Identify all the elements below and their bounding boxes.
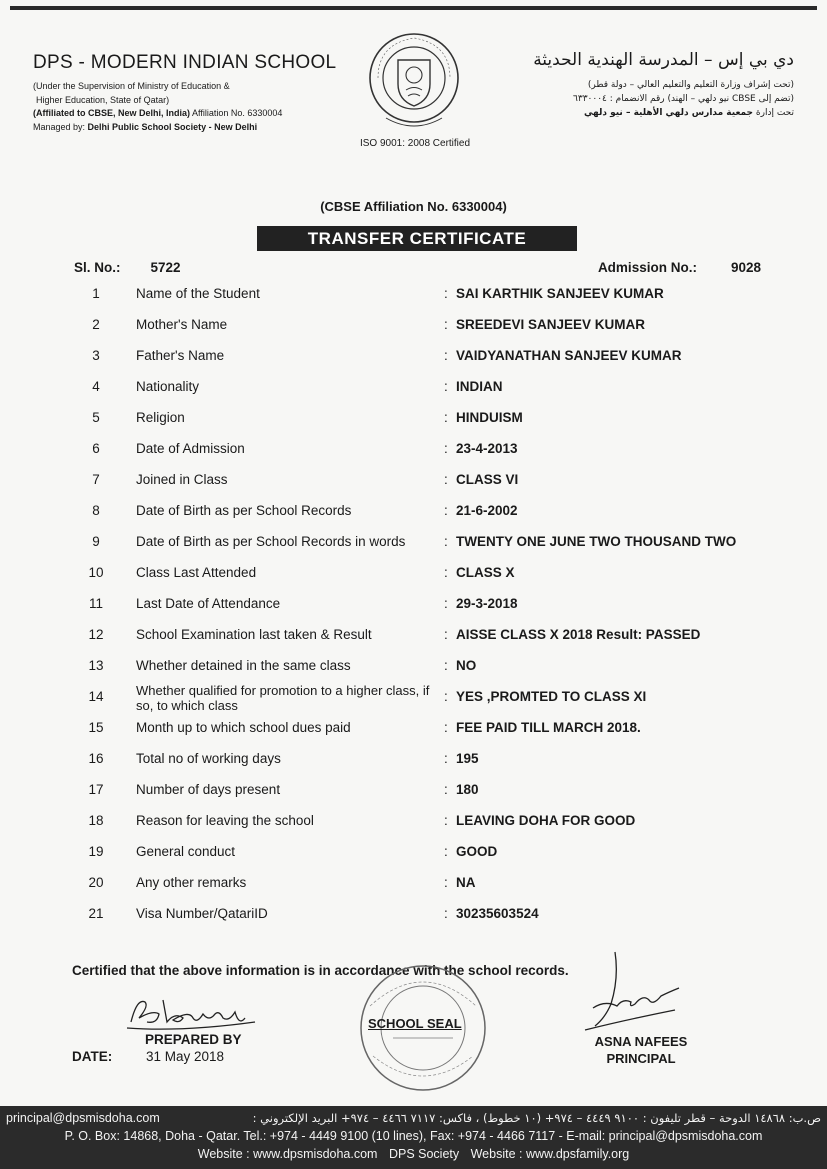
field-row bbox=[0, 840, 827, 871]
field-label: General conduct bbox=[136, 844, 236, 859]
field-colon: : bbox=[444, 441, 448, 456]
field-colon: : bbox=[444, 751, 448, 766]
managed-by-society: Delhi Public School Society - New Delhi bbox=[87, 121, 258, 132]
field-value: LEAVING DOHA FOR GOOD bbox=[456, 813, 636, 828]
cbse-affiliation: (CBSE Affiliation No. 6330004) bbox=[320, 199, 507, 214]
field-row bbox=[0, 747, 827, 778]
field-number: 12 bbox=[88, 627, 104, 642]
field-number: 1 bbox=[92, 286, 100, 301]
arabic-managed-by bbox=[494, 106, 794, 120]
field-value: 180 bbox=[456, 782, 479, 797]
field-value: NA bbox=[456, 875, 476, 890]
arabic-supervision: (تحت إشراف وزارة التعليم والتعليم العالي – دولة قطر) bbox=[587, 80, 794, 90]
certificate-fields bbox=[0, 282, 827, 933]
footer-arabic-contact: ص.ب: ١٤٨٦٨ الدوحة – قطر تليفون : ٩١٠٠ ٤٤٤٩ – ٩٧٤+ (١٠ خطوط) ، فاكس: ٧١١٧ ٤٤٦٦ – ٩٧٤+ البريد الإلكتروني : bbox=[252, 1111, 821, 1125]
arabic-affiliation: (تضم إلى CBSE نيو دلهي – الهند) رقم الانضمام : ٦٣٣٠٠٠٤ bbox=[573, 94, 794, 104]
field-row bbox=[0, 654, 827, 685]
date-label: DATE: bbox=[72, 1049, 113, 1064]
field-row bbox=[0, 685, 827, 716]
field-number: 13 bbox=[88, 658, 104, 673]
affiliation-bold: (Affiliated to CBSE, New Delhi, India) bbox=[33, 108, 191, 118]
field-value: 23-4-2013 bbox=[456, 441, 518, 456]
field-number: 7 bbox=[92, 472, 100, 487]
field-label: Nationality bbox=[136, 379, 200, 394]
serial-number-value: 5722 bbox=[150, 260, 181, 275]
field-label: Name of the Student bbox=[136, 286, 260, 301]
field-number: 14 bbox=[88, 689, 104, 704]
field-number: 2 bbox=[92, 317, 100, 332]
principal-block bbox=[591, 1033, 691, 1067]
field-value: 195 bbox=[456, 751, 479, 766]
field-value: 30235603524 bbox=[456, 906, 539, 921]
school-header-arabic bbox=[494, 50, 794, 120]
field-colon: : bbox=[444, 813, 448, 828]
footer-email-link[interactable]: principal@dpsmisdoha.com bbox=[6, 1111, 160, 1125]
principal-title: PRINCIPAL bbox=[606, 1051, 676, 1066]
footer-websites bbox=[0, 1147, 827, 1161]
field-label: Date of Birth as per School Records bbox=[136, 503, 352, 518]
prepared-by-label: PREPARED BY bbox=[145, 1032, 242, 1047]
school-header-english bbox=[33, 52, 363, 134]
footer-website-link-school[interactable]: Website : www.dpsmisdoha.com bbox=[197, 1147, 378, 1161]
certificate-title: TRANSFER CERTIFICATE bbox=[257, 226, 577, 251]
field-colon: : bbox=[444, 689, 448, 704]
principal-signature bbox=[575, 948, 685, 1032]
admission-number-label: Admission No.: bbox=[597, 260, 697, 275]
supervision-line-1: (Under the Supervision of Ministry of Education & bbox=[33, 81, 230, 91]
field-number: 17 bbox=[88, 782, 104, 797]
field-value: 29-3-2018 bbox=[456, 596, 518, 611]
footer-contact-band bbox=[0, 1106, 827, 1169]
field-colon: : bbox=[444, 782, 448, 797]
arabic-school-name: دي بي إس – المدرسة الهندية الحديثة bbox=[533, 50, 794, 70]
field-value: CLASS VI bbox=[456, 472, 519, 487]
field-colon: : bbox=[444, 565, 448, 580]
managed-by-line bbox=[33, 121, 363, 135]
field-number: 10 bbox=[88, 565, 104, 580]
field-label: Joined in Class bbox=[136, 472, 228, 487]
certification-statement: Certified that the above information is in accordance with the school records. bbox=[72, 963, 569, 978]
field-row bbox=[0, 530, 827, 561]
field-colon: : bbox=[444, 627, 448, 642]
serial-number-label: Sl. No.: bbox=[74, 260, 121, 275]
footer-contact-line: P. O. Box: 14868, Doha - Qatar. Tel.: +974 - 4449 9100 (10 lines), Fax: +974 - 4466 7117 - E-mail: principal@dpsmisdoha.com bbox=[64, 1129, 763, 1143]
field-label: Last Date of Attendance bbox=[136, 596, 281, 611]
field-row bbox=[0, 809, 827, 840]
field-row bbox=[0, 623, 827, 654]
field-label: Total no of working days bbox=[136, 751, 281, 766]
field-label: Whether detained in the same class bbox=[136, 658, 351, 673]
serial-number bbox=[74, 260, 181, 275]
admission-number-value: 9028 bbox=[730, 260, 761, 275]
field-value: INDIAN bbox=[456, 379, 503, 394]
field-label: School Examination last taken & Result bbox=[136, 627, 372, 642]
field-value: NO bbox=[456, 658, 477, 673]
footer-website-link-family[interactable]: Website : www.dpsfamily.org bbox=[470, 1147, 630, 1161]
field-row bbox=[0, 778, 827, 809]
field-value: SAI KARTHIK SANJEEV KUMAR bbox=[456, 286, 664, 301]
field-colon: : bbox=[444, 596, 448, 611]
field-colon: : bbox=[444, 410, 448, 425]
field-colon: : bbox=[444, 472, 448, 487]
footer-line-1 bbox=[6, 1109, 821, 1127]
field-row bbox=[0, 406, 827, 437]
field-row bbox=[0, 902, 827, 933]
field-colon: : bbox=[444, 720, 448, 735]
field-label: Mother's Name bbox=[136, 317, 228, 332]
field-label: Whether qualified for promotion to a higher class, if so, to which class bbox=[136, 683, 430, 713]
field-colon: : bbox=[444, 286, 448, 301]
field-value: HINDUISM bbox=[456, 410, 523, 425]
managed-by-prefix: Managed by: bbox=[33, 121, 88, 132]
iso-certification: ISO 9001: 2008 Certified bbox=[359, 138, 471, 149]
field-number: 3 bbox=[92, 348, 100, 363]
field-value: SREEDEVI SANJEEV KUMAR bbox=[456, 317, 646, 332]
field-label: Month up to which school dues paid bbox=[136, 720, 351, 735]
field-number: 4 bbox=[92, 379, 100, 394]
field-value: VAIDYANATHAN SANJEEV KUMAR bbox=[456, 348, 682, 363]
field-value: 21-6-2002 bbox=[456, 503, 518, 518]
field-row bbox=[0, 375, 827, 406]
field-colon: : bbox=[444, 658, 448, 673]
field-row bbox=[0, 561, 827, 592]
field-colon: : bbox=[444, 317, 448, 332]
field-value: TWENTY ONE JUNE TWO THOUSAND TWO bbox=[456, 534, 737, 549]
field-label: Number of days present bbox=[136, 782, 281, 797]
preparer-signature bbox=[123, 992, 263, 1034]
field-number: 19 bbox=[88, 844, 104, 859]
field-label: Date of Admission bbox=[136, 441, 245, 456]
field-label: Reason for leaving the school bbox=[136, 813, 314, 828]
field-label: Religion bbox=[136, 410, 185, 425]
field-row bbox=[0, 313, 827, 344]
field-label: Visa Number/QatariID bbox=[136, 906, 268, 921]
school-crest-logo bbox=[366, 30, 462, 132]
field-value: GOOD bbox=[456, 844, 498, 859]
field-value: AISSE CLASS X 2018 Result: PASSED bbox=[456, 627, 701, 642]
field-number: 8 bbox=[92, 503, 100, 518]
field-value: YES ,PROMTED TO CLASS XI bbox=[456, 689, 647, 704]
footer-society-label: DPS Society bbox=[388, 1147, 460, 1161]
field-colon: : bbox=[444, 906, 448, 921]
principal-name: ASNA NAFEES bbox=[594, 1034, 688, 1049]
field-row bbox=[0, 871, 827, 902]
field-number: 21 bbox=[88, 906, 104, 921]
date-value: 31 May 2018 bbox=[146, 1049, 225, 1064]
field-row bbox=[0, 499, 827, 530]
field-value: FEE PAID TILL MARCH 2018. bbox=[456, 720, 641, 735]
field-label: Class Last Attended bbox=[136, 565, 257, 580]
field-colon: : bbox=[444, 534, 448, 549]
field-number: 20 bbox=[88, 875, 104, 890]
field-label: Any other remarks bbox=[136, 875, 247, 890]
field-row bbox=[0, 592, 827, 623]
arabic-managed-prefix: تحت إدارة bbox=[753, 108, 794, 118]
arabic-managed-society: جمعية مدارس دلهي الأهلية – نيو دلهي bbox=[583, 108, 754, 118]
field-number: 9 bbox=[92, 534, 100, 549]
top-rule bbox=[10, 6, 817, 10]
affiliation-line bbox=[33, 107, 363, 121]
school-name: DPS - MODERN INDIAN SCHOOL bbox=[33, 52, 337, 73]
field-number: 5 bbox=[92, 410, 100, 425]
field-row bbox=[0, 282, 827, 313]
admission-number bbox=[598, 260, 761, 275]
field-colon: : bbox=[444, 503, 448, 518]
field-colon: : bbox=[444, 875, 448, 890]
school-seal-label: SCHOOL SEAL bbox=[368, 1016, 462, 1031]
field-number: 11 bbox=[88, 596, 103, 611]
field-row bbox=[0, 344, 827, 375]
affiliation-number: Affiliation No. 6330004 bbox=[190, 108, 283, 118]
field-row bbox=[0, 437, 827, 468]
supervision-line-2: Higher Education, State of Qatar) bbox=[36, 94, 170, 105]
field-row bbox=[0, 468, 827, 499]
field-colon: : bbox=[444, 844, 448, 859]
field-number: 15 bbox=[88, 720, 104, 735]
field-label: Father's Name bbox=[136, 348, 225, 363]
field-colon: : bbox=[444, 379, 448, 394]
field-number: 6 bbox=[92, 441, 100, 456]
field-colon: : bbox=[444, 348, 448, 363]
field-value: CLASS X bbox=[456, 565, 515, 580]
field-row bbox=[0, 716, 827, 747]
field-number: 16 bbox=[88, 751, 104, 766]
field-label: Date of Birth as per School Records in words bbox=[136, 534, 406, 549]
field-number: 18 bbox=[88, 813, 104, 828]
